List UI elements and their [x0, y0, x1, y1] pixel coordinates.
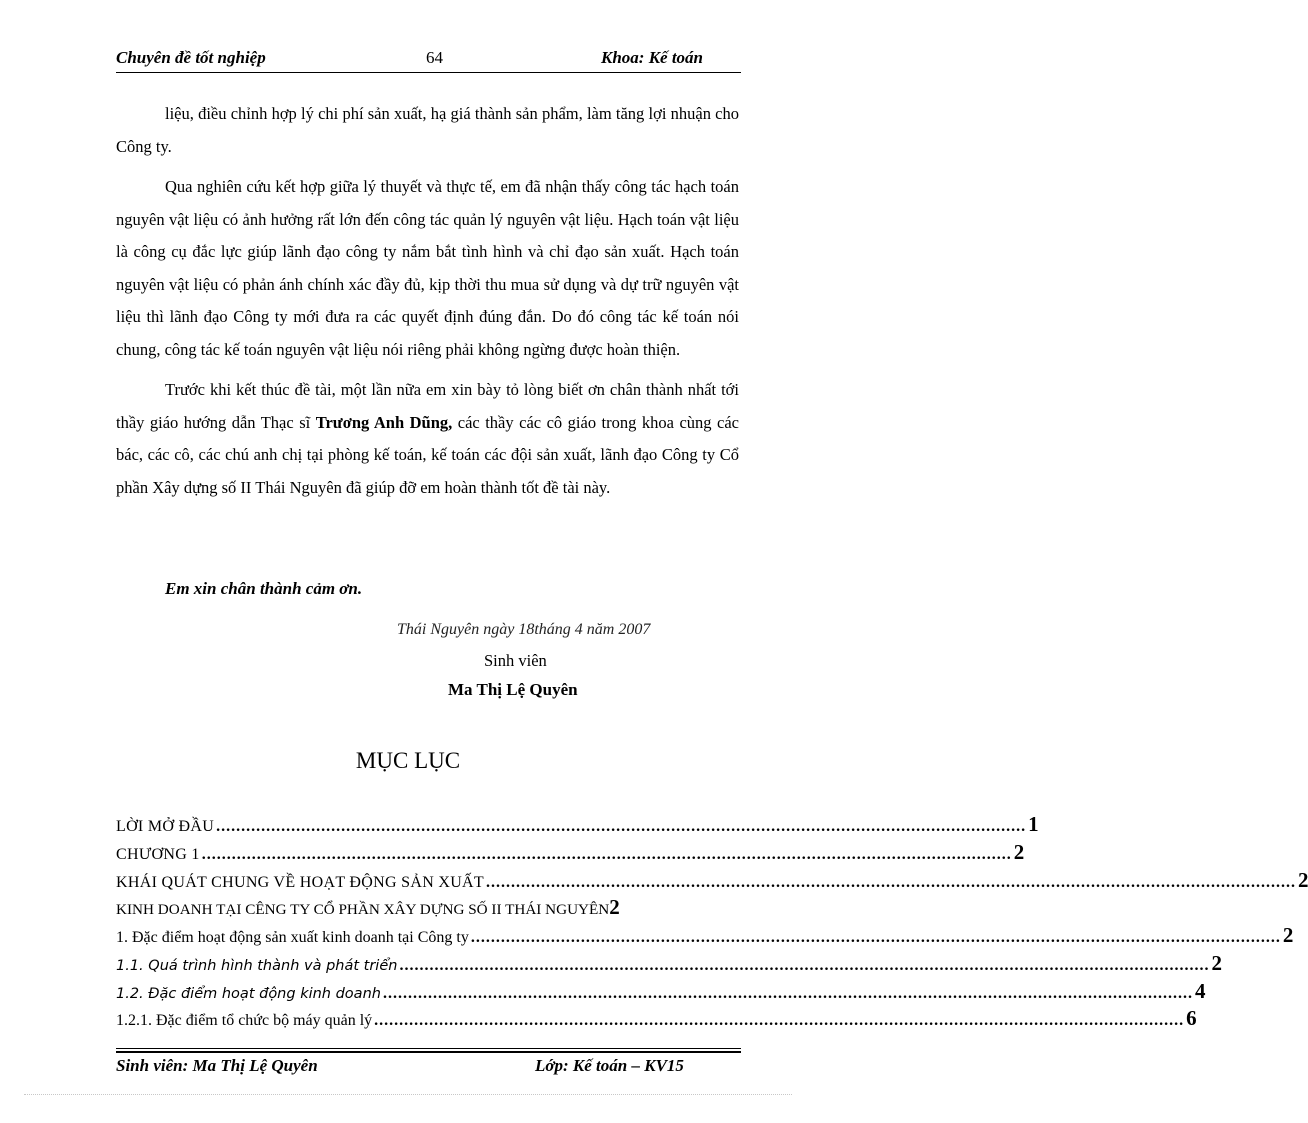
paragraph-2: Qua nghiên cứu kết hợp giữa lý thuyết và thực tế, em đã nhận thấy công tác hạch toán nguyên vật liệu có ảnh hưởng rất lớn đến công tác quản lý nguyên vật liệu. Hạch toán vật liệu là công cụ đắc lực giúp lãnh đạo công ty nắm bắt tình hình và chỉ đạo sản xuất. Hạch toán nguyên vật liệu có phản ánh chính xác đầy đủ, kịp thời thu mua sử dụng và dự trữ nguyên vật liệu thì lãnh đạo Công ty mới đưa ra các quyết định đúng đắn. Do đó công tác kế toán nói chung, công tác kế toán nguyên vật liệu nói riêng phải không ngừng được hoàn thiện. — [116, 177, 739, 359]
toc-entry: 1.2.1. Đặc điểm tổ chức bộ máy quản lý .................................................................................................................................................................. 6 — [116, 1006, 1197, 1030]
toc-page: 2 — [1297, 868, 1308, 892]
toc-page: 2 — [609, 895, 620, 919]
toc-label: CHƯƠNG 1 — [116, 846, 200, 863]
toc-label: 1.2. Đặc điểm hoạt động kinh doanh — [116, 986, 381, 1002]
toc-label: LỜI MỞ ĐẦU — [116, 818, 215, 835]
page-edge-divider — [24, 1094, 792, 1095]
paragraph-3-tail: các thầy các cô giáo trong khoa cùng các bác, các cô, các chú anh chị tại phòng kế toán, kế toán các đội sản xuất, lãnh đạo Công ty Cổ phần Xây dựng số II Thái Nguyên đã giúp đỡ em hoàn thành tốt đề tài này. — [116, 412, 739, 497]
toc-label: KINH DOANH TẠI CÊNG TY CỔ PHẦN XÂY DỰNG SỐ II THÁI NGUYÊN — [116, 901, 610, 918]
toc-entry: 1. Đặc điểm hoạt động sản xuất kinh doanh tại Công ty .................................................................................................................................................................. 2 — [116, 923, 1294, 947]
toc-entry: KHÁI QUÁT CHUNG VỀ HOẠT ĐỘNG SẢN XUẤT .................................................................................................................................................................. 2 — [116, 868, 1308, 892]
toc-label: 1. Đặc điểm hoạt động sản xuất kinh doanh tại Công ty — [116, 929, 469, 946]
signature-date: Thái Nguyên ngày 18tháng 4 năm 2007 — [397, 621, 651, 638]
page-number: 64 — [426, 48, 443, 67]
body-text — [116, 98, 739, 504]
toc-page: 1 — [1028, 812, 1039, 836]
advisor-name: Trương Anh Dũng, — [315, 412, 453, 432]
header-rule — [116, 72, 741, 73]
toc-label: 1.2.1. Đặc điểm tổ chức bộ máy quản lý — [116, 1012, 373, 1029]
toc-entry: 1.2. Đặc điểm hoạt động kinh doanh .................................................................................................................................................................. 4 — [116, 979, 1206, 1003]
paragraph-3 — [116, 374, 739, 504]
toc-label: KHÁI QUÁT CHUNG VỀ HOẠT ĐỘNG SẢN XUẤT — [116, 874, 484, 891]
header-right: Khoa: Kế toán — [601, 48, 704, 67]
toc-entry: CHƯƠNG 1 .................................................................................................................................................................. 2 — [116, 840, 1025, 864]
toc-entry: 1.1. Quá trình hình thành và phát triển .................................................................................................................................................................. 2 — [116, 951, 1222, 975]
toc-entry: LỜI MỞ ĐẦU .................................................................................................................................................................. 1 — [116, 812, 1039, 836]
toc-page: 2 — [1282, 923, 1294, 947]
footer-left: Sinh viên: Ma Thị Lệ Quyên — [116, 1056, 318, 1075]
thanks-line: Em xin chân thành cảm ơn. — [165, 579, 363, 598]
toc-page: 2 — [1211, 951, 1222, 975]
signature-name: Ma Thị Lệ Quyên — [448, 680, 578, 699]
footer-rule-top — [116, 1048, 741, 1049]
footer-right: Lớp: Kế toán – KV15 — [535, 1056, 684, 1075]
toc-page: 4 — [1194, 979, 1206, 1003]
toc-label: 1.1. Quá trình hình thành và phát triển — [116, 958, 398, 974]
paragraph-3-lead: Trước khi kết thúc đề tài, một lần nữa em xin bày tỏ lòng biết ơn chân thành nhất tới thầy giáo hướng dẫn Thạc sĩ — [116, 380, 739, 432]
toc-entry — [116, 895, 740, 921]
footer-rule-bottom — [116, 1051, 741, 1053]
signature-role: Sinh viên — [484, 651, 547, 670]
toc-page: 2 — [1013, 840, 1025, 864]
toc-title: MỤC LỤC — [355, 748, 461, 773]
toc-page: 6 — [1186, 1006, 1197, 1030]
header-left: Chuyên đề tốt nghiệp — [116, 48, 266, 67]
paragraph-1: liệu, điều chỉnh hợp lý chi phí sản xuất, hạ giá thành sản phẩm, làm tăng lợi nhuận cho Công ty. — [116, 104, 739, 156]
